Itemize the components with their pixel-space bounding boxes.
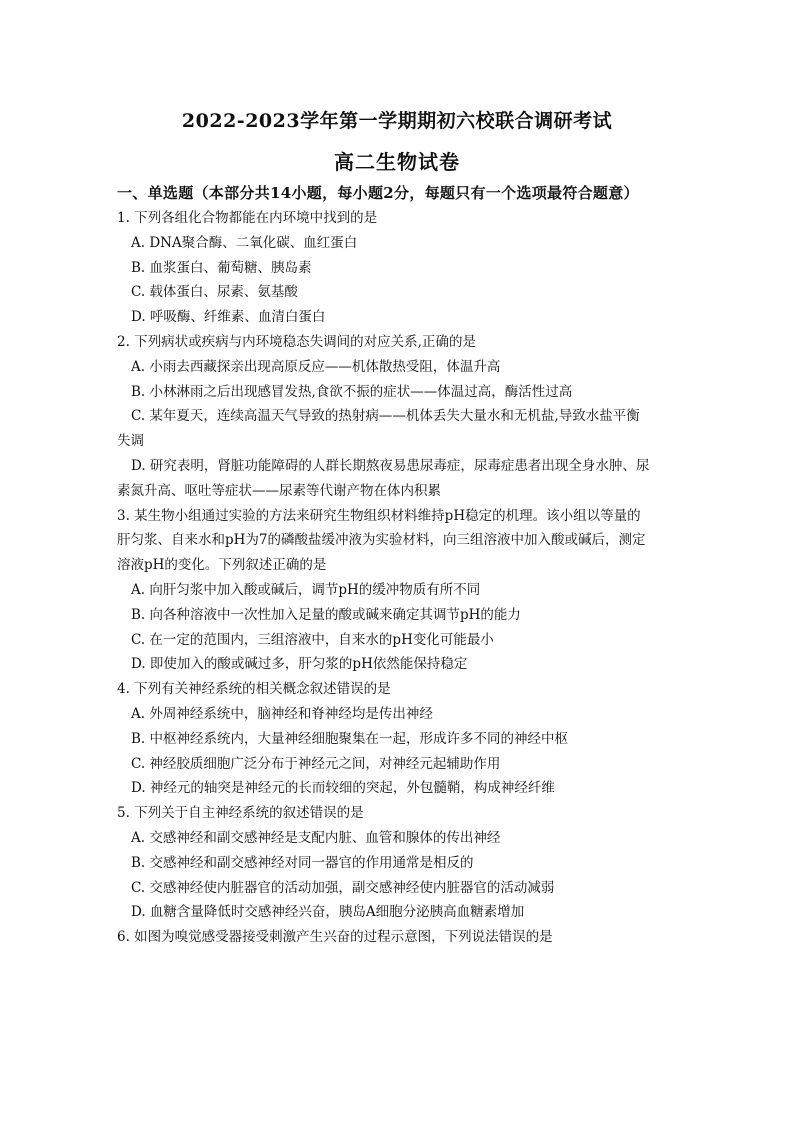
question-5-stem: 5. 下列关于自主神经系统的叙述错误的是 (117, 805, 364, 822)
question-1-option-c: C. 载体蛋白、尿素、氨基酸 (131, 284, 298, 301)
question-3-option-d: D. 即使加入的酸或碱过多，肝匀浆的pH依然能保持稳定 (131, 656, 468, 673)
question-1-option-b: B. 血浆蛋白、葡萄糖、胰岛素 (131, 259, 312, 276)
question-4-option-d: D. 神经元的轴突是神经元的长而较细的突起，外包髓鞘，构成神经纤维 (131, 780, 555, 797)
question-2-option-c: C. 某年夏天，连续高温天气导致的热射病——机体丢失大量水和无机盐,导致水盐平衡 (131, 408, 640, 425)
question-5-option-b: B. 交感神经和副交感神经对同一器官的作用通常是相反的 (131, 854, 474, 871)
question-4-option-a: A. 外周神经系统中，脑神经和脊神经均是传出神经 (131, 705, 433, 722)
question-2-option-a: A. 小雨去西藏探亲出现高原反应——机体散热受阻，体温升高 (131, 358, 501, 375)
question-2-option-b: B. 小林淋雨之后出现感冒发热,食欲不振的症状——体温过高，酶活性过高 (131, 383, 573, 400)
question-2-option-d-continued: 素氮升高、呕吐等症状——尿素等代谢产物在体内积累 (117, 482, 441, 499)
question-list (117, 206, 687, 950)
question-3-stem: 3. 某生物小组通过实验的方法来研究生物组织材料维持pH稳定的机理。该小组以等量的 (117, 507, 641, 524)
question-5-option-d: D. 血糖含量降低时交感神经兴奋，胰岛A细胞分泌胰高血糖素增加 (131, 904, 525, 921)
question-3-stem-line-3: 溶液pH的变化。下列叙述正确的是 (117, 557, 327, 574)
question-2-option-d: D. 研究表明，肾脏功能障碍的人群长期熬夜易患尿毒症，尿毒症患者出现全身水肿、尿 (131, 457, 650, 474)
question-3-option-c: C. 在一定的范围内，三组溶液中，自来水的pH变化可能最小 (131, 631, 494, 648)
question-2-option-c-continued: 失调 (117, 433, 144, 450)
question-5-option-c: C. 交感神经使内脏器官的活动加强，副交感神经使内脏器官的活动减弱 (131, 879, 555, 896)
question-1-option-d: D. 呼吸酶、纤维素、血清白蛋白 (131, 309, 326, 326)
exam-title: 2022-2023学年第一学期期初六校联合调研考试 (181, 110, 613, 132)
question-3-stem-line-2: 肝匀浆、自来水和pH为7的磷酸盐缓冲液为实验材料，向三组溶液中加入酸或碱后，测定 (117, 532, 646, 549)
question-5-option-a: A. 交感神经和副交感神经是支配内脏、血管和腺体的传出神经 (131, 829, 501, 846)
question-4-stem: 4. 下列有关神经系统的相关概念叙述错误的是 (117, 681, 391, 698)
question-3-option-a: A. 向肝匀浆中加入酸或碱后，调节pH的缓冲物质有所不同 (131, 581, 481, 598)
exam-subtitle: 高二生物试卷 (334, 150, 460, 174)
question-2-stem: 2. 下列病状或疾病与内环境稳态失调间的对应关系,正确的是 (117, 333, 476, 350)
section-heading: 一、单选题（本部分共14小题，每小题2分，每题只有一个选项最符合题意） (117, 184, 639, 202)
question-1-stem: 1. 下列各组化合物都能在内环境中找到的是 (117, 210, 378, 226)
question-4-option-c: C. 神经胶质细胞广泛分布于神经元之间，对神经元起辅助作用 (131, 755, 501, 772)
question-1-option-a: A. DNA聚合酶、二氧化碳、血红蛋白 (131, 234, 358, 251)
question-3-option-b: B. 向各种溶液中一次性加入足量的酸或碱来确定其调节pH的能力 (131, 606, 521, 623)
question-6-stem: 6. 如图为嗅觉感受器接受刺激产生兴奋的过程示意图，下列说法错误的是 (117, 929, 553, 946)
question-4-option-b: B. 中枢神经系统内，大量神经细胞聚集在一起，形成许多不同的神经中枢 (131, 730, 569, 747)
